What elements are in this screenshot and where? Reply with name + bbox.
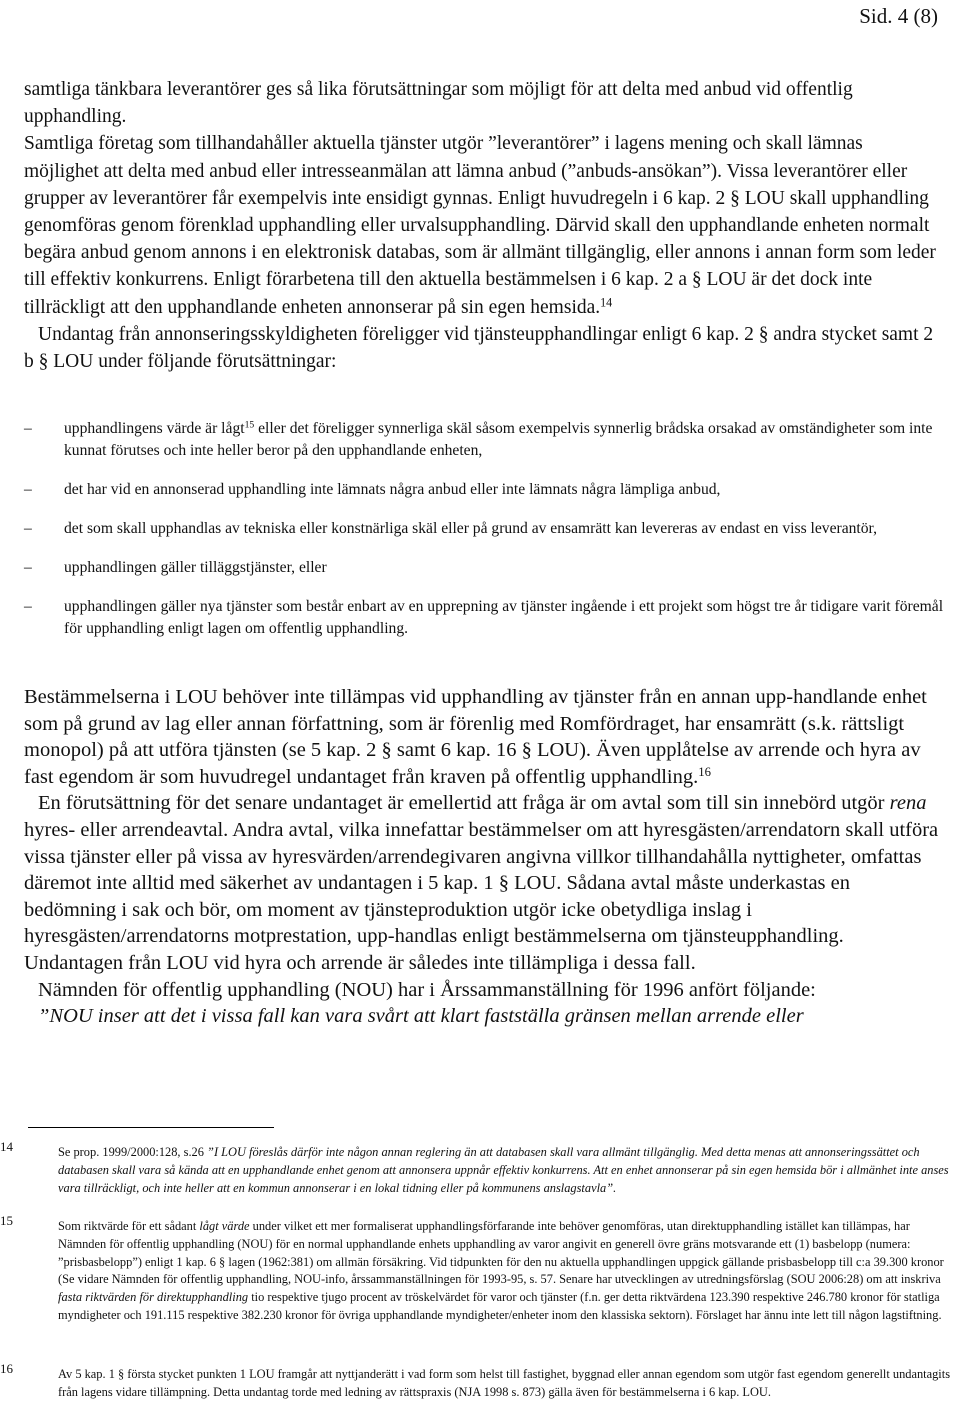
text: det som skall upphandlas av tekniska eller konstnärliga skäl eller på grund av ensamrätt kan levereras av endast en viss leverantör, bbox=[64, 520, 878, 537]
text: samtliga tänkbara leverantörer ges så lika förutsättningar som möjligt för att delta med anbud vid offentlig upphandling. bbox=[24, 79, 853, 128]
paragraph bbox=[24, 321, 940, 375]
text: Av 5 kap. 1 § första stycket punkten 1 LOU framgår att nyttjanderätt i vad form som helst till fastighet, byggnad eller annan egendom som utgör fast egendom generellt undantagits från lagens vidare tillämpning. Detta undantag torde med ledning av rättspraxis (NJA 1998 s. 873) gälla även för bestämmelserna i 6 kap. LOU. bbox=[58, 1367, 951, 1399]
text: under vilket ett mer formaliserat upphandlingsförfarande inte behöver genomföras, utan direktupphandling istället kan tillämpas, har Nämnden för offentlig upphandling (NOU) för en normal upphandlande enhets upphandling av varor angivit en generell övre gräns motsvarande ett (1) basbelopp (numera: ”prisbasbelopp”) enligt 1 kap. 6 § lagen (1962:381) om allmän försäkring. Vid tidpunkten för den nu aktuella upphandlingen uppgick gällande prisbasbelopp till c:a 39.300 kronor (Se vidare Nämnden för offentlig upphandling, NOU-info, årssammanställningen för 1993-95, s. 57. Senare har utvecklingen av utredningsförslag (SOU 2006:28) om att inskriva bbox=[58, 1219, 944, 1287]
body-paragraphs-top bbox=[24, 76, 940, 375]
paragraph bbox=[24, 977, 940, 1004]
list-item bbox=[24, 518, 944, 540]
text: hyres- eller arrendeavtal. Andra avtal, vilka innefattar bestämmelser om att hyresgästen/arrendatorn skall utföra vissa tjänster eller på vissa av hyresvärden/arrendegivaren angivna villkor tillhandahålla nyttigheter, omfattas däremot inte alltid med säkerhet av undantagen i 5 kap. 1 § LOU. Sådana avtal måste underkastas en bedömning i sak och bör, om moment av tjänsteproduktion utgör icke obetydliga inslag i hyresgästen/arrendatorns motprestation, upp-handlas enligt bestämmelserna om tjänsteupphandling. Undantagen från LOU vid hyra och arrende är således inte tillämpliga i dessa fall. bbox=[24, 818, 939, 974]
list-dash: – bbox=[24, 520, 32, 537]
footnote-divider bbox=[28, 1127, 274, 1128]
paragraph bbox=[24, 76, 940, 130]
footnote-number: 14 bbox=[0, 1139, 13, 1154]
footnote-ref[interactable]: 16 bbox=[698, 764, 711, 779]
list-item bbox=[24, 557, 944, 579]
emphasis: rena bbox=[889, 792, 927, 815]
text: Nämnden för offentlig upphandling (NOU) har i Årssammanställning för 1996 anfört följande: bbox=[38, 978, 816, 1001]
list-item bbox=[24, 479, 944, 501]
footnote-ref[interactable]: 15 bbox=[244, 419, 255, 431]
list-item bbox=[24, 418, 944, 462]
text: Som riktvärde för ett sådant bbox=[58, 1219, 200, 1233]
quote bbox=[24, 1003, 940, 1030]
text: Samtliga företag som tillhandahåller aktuella tjänster utgör ”leverantörer” i lagens mening och skall lämnas möjlighet att delta med anbud eller intresseanmälan att lämna anbud (”anbuds-ansökan”). Vissa leverantörer eller grupper av leverantörer får exempelvis inte ensidigt gynnas. Enligt huvudregeln i 6 kap. 2 § LOU skall upphandling genomföras genom förenklad upphandling eller urvalsupphandling. Därvid skall den upphandlande enheten normalt begära anbud genom annons i en elektronisk databas, som är allmänt tillgänglig, eller annons i annan form som leder till effektiv konkurrens. Enligt förarbetena till den aktuella bestämmelsen i 6 kap. 2 a § LOU är det dock inte tillräckligt att den upphandlande enheten annonserar på sin egen hemsida. bbox=[24, 133, 936, 318]
emphasis: fasta riktvärden för direktupphandling bbox=[58, 1290, 249, 1305]
list-dash: – bbox=[24, 598, 32, 615]
emphasis: lågt värde bbox=[199, 1219, 250, 1233]
text: upphandlingen gäller tilläggstjänster, eller bbox=[64, 559, 327, 576]
footnote-number: 15 bbox=[0, 1213, 13, 1228]
footnote-ref[interactable]: 14 bbox=[600, 294, 613, 309]
paragraph bbox=[24, 130, 940, 320]
paragraph bbox=[24, 684, 940, 790]
text: Undantag från annonseringsskyldigheten föreligger vid tjänsteupphandlingar enligt 6 kap. 2 § andra stycket samt 2 b § LOU under följande förutsättningar: bbox=[24, 323, 934, 373]
footnote bbox=[0, 1139, 950, 1197]
footnote bbox=[0, 1361, 951, 1402]
list-dash: – bbox=[24, 481, 32, 498]
footnote bbox=[0, 1213, 950, 1325]
emphasis: ”I LOU föreslås därför inte någon annan reglering än att databasen skall vara allmänt tillgänglig. Med detta menas att annonseringssättet och databasen skall vara så kända att en upphandlande enhet genom att annonsera uppnår effektiv konkurrens. Att en enhet annonserar på sin egen hemsida bör i allmänhet inte anses vara tillräckligt, och inte heller att en kommun annonserar i en lokal tidning eller på kommunens anslagstavla”. bbox=[58, 1145, 949, 1195]
text: En förutsättning för det senare undantaget är emellertid att fråga är om avtal som till sin innebörd utgör bbox=[38, 792, 890, 815]
text: upphandlingens värde är lågt bbox=[64, 420, 245, 437]
text: Bestämmelserna i LOU behöver inte tillämpas vid upphandling av tjänster från en annan upp-handlande enhet som på grund av lag eller annan författning, som är förenlig med Romfördraget, har ensamrätt (s.k. rättsligt monopol) på att utföra tjänsten (se 5 kap. 2 § samt 6 kap. 16 § LOU). Även upplåtelse av arrende och hyra av fast egendom är som huvudregel undantaget från kraven på offentlig upphandling. bbox=[24, 686, 927, 788]
text: eller det föreligger synnerliga skäl såsom exempelvis synnerlig brådska orsakad av omständigheter som inte kunnat förutses och inte heller beror på den upphandlande enheten, bbox=[64, 420, 933, 459]
text: Se prop. 1999/2000:128, s.26 bbox=[58, 1145, 208, 1159]
paragraph bbox=[24, 790, 940, 976]
list-item bbox=[24, 596, 944, 640]
text: upphandlingen gäller nya tjänster som består enbart av en upprepning av tjänster ingående i ett projekt som högst tre år tidigare varit föremål för upphandling enligt lagen om offentlig upphandling. bbox=[64, 598, 944, 637]
list-dash: – bbox=[24, 420, 32, 437]
text: det har vid en annonserad upphandling inte lämnats några anbud eller inte lämnats några lämpliga anbud, bbox=[64, 481, 721, 498]
quote-text: ”NOU inser att det i vissa fall kan vara svårt att klart fastställa gränsen mellan arrende eller bbox=[38, 1005, 804, 1028]
text: tio respektive tjugo procent av tröskelvärdet för varor och tjänster (f.n. ger detta riktvärdena 123.390 respektive 246.780 kronor för statliga myndigheter och 191.115 respektive 382.230 kronor för övriga upphandlande myndigheter/enheter inom den klassiska sektorn). Förslaget har ännu inte lett till någon lagstiftning. bbox=[58, 1290, 942, 1322]
body-paragraphs-bottom bbox=[24, 684, 940, 1030]
conditions-list bbox=[24, 418, 944, 657]
page-number: Sid. 4 (8) bbox=[859, 4, 938, 28]
list-dash: – bbox=[24, 559, 32, 576]
footnote-number: 16 bbox=[0, 1361, 13, 1376]
